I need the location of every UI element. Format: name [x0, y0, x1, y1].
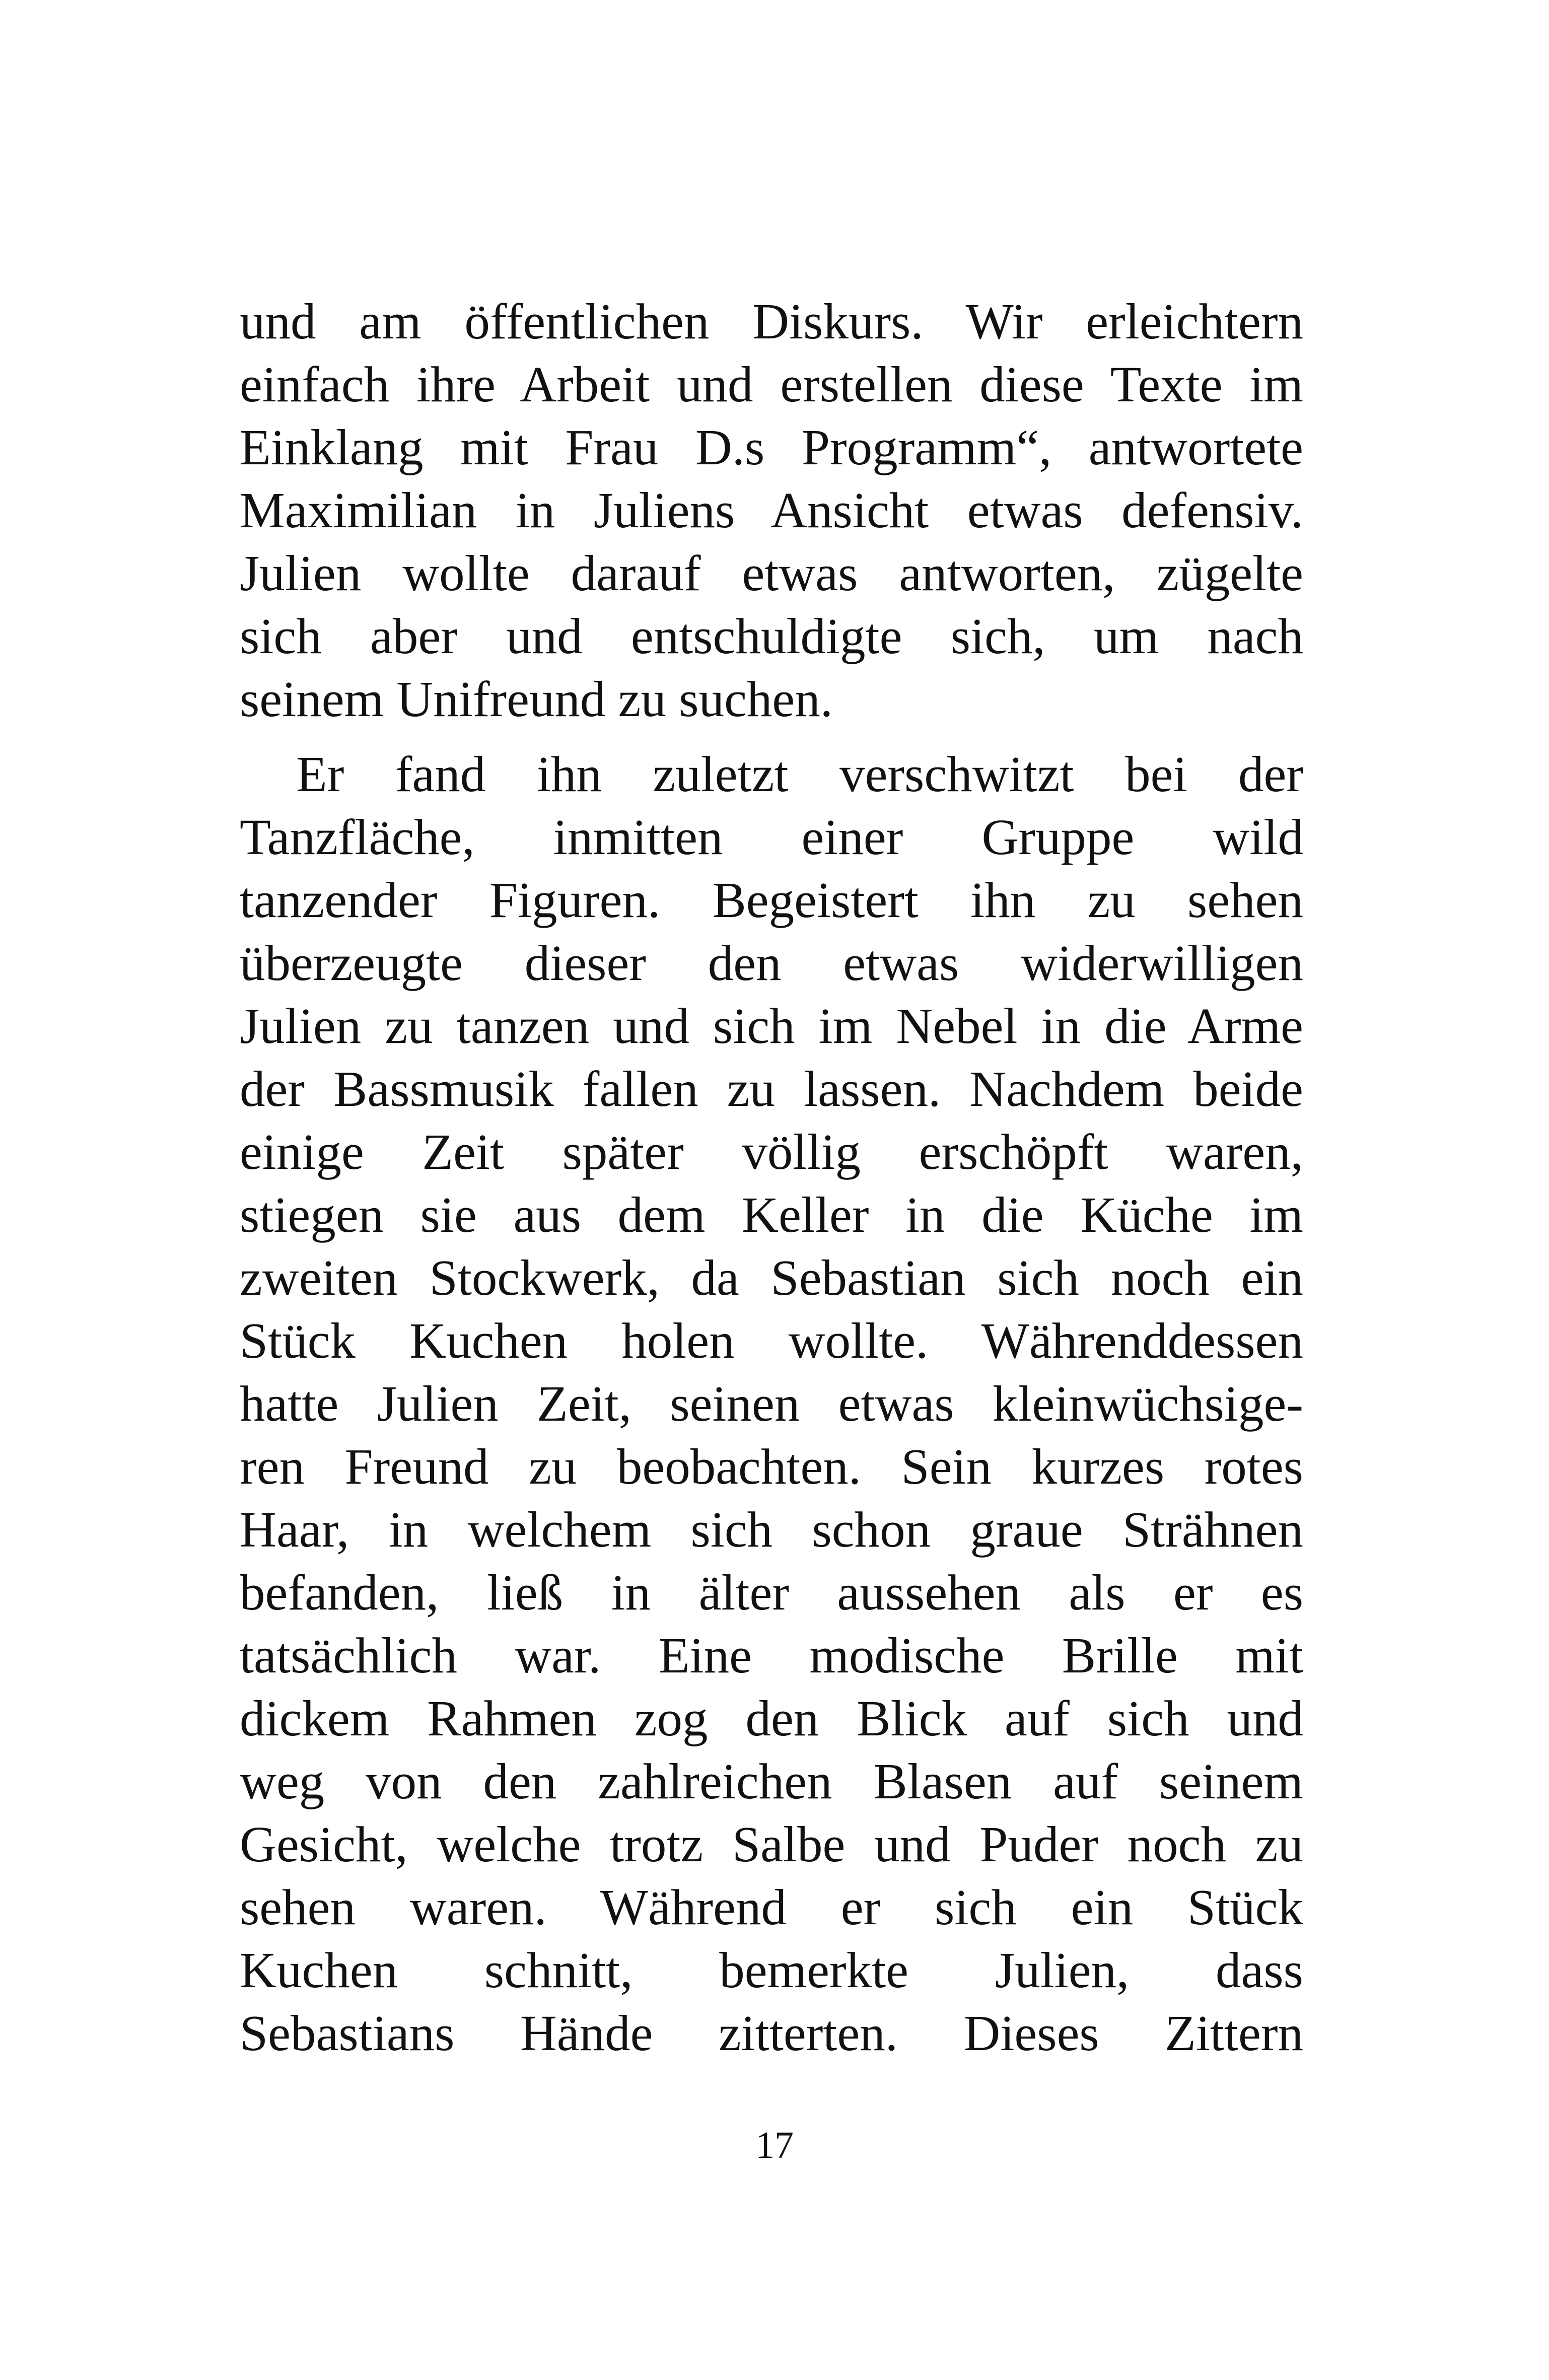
text-line: Julien zu tanzen und sich im Nebel in die Arme [240, 998, 1303, 1054]
text-line: ren Freund zu beobachten. Sein kurzes rotes [240, 1438, 1303, 1495]
text-line: hatte Julien Zeit, seinen etwas kleinwüchsige- [240, 1375, 1303, 1432]
text-line: seinem Unifreund zu suchen. [240, 671, 833, 727]
text-line: Stück Kuchen holen wollte. Währenddessen [240, 1312, 1303, 1369]
text-line: und am öffentlichen Diskurs. Wir erleichtern [240, 293, 1303, 349]
text-line: einige Zeit später völlig erschöpft waren, [240, 1124, 1303, 1180]
text-line: Haar, in welchem sich schon graue Strähnen [240, 1501, 1303, 1558]
text-line: befanden, ließ in älter aussehen als er es [240, 1564, 1303, 1621]
paragraph [240, 290, 1303, 731]
text-line: einfach ihre Arbeit und erstellen diese Texte im [240, 356, 1303, 412]
text-line: Er fand ihn zuletzt verschwitzt bei der [296, 746, 1303, 802]
text-line: stiegen sie aus dem Keller in die Küche im [240, 1186, 1303, 1243]
body-text [240, 290, 1303, 2065]
text-line: weg von den zahlreichen Blasen auf seinem [240, 1753, 1303, 1809]
page-number: 17 [755, 2124, 794, 2166]
text-line: Julien wollte darauf etwas antworten, zügelte [240, 545, 1303, 601]
text-line: zweiten Stockwerk, da Sebastian sich noch ein [240, 1249, 1303, 1306]
text-line: Sebastians Hände zitterten. Dieses Zittern [240, 2005, 1303, 2061]
text-line: überzeugte dieser den etwas widerwilligen [240, 935, 1303, 991]
text-line: Tanzfläche, inmitten einer Gruppe wild [240, 809, 1303, 865]
text-line: dickem Rahmen zog den Blick auf sich und [240, 1690, 1303, 1746]
text-line: Gesicht, welche trotz Salbe und Puder noch zu [240, 1816, 1303, 1872]
text-line: tanzender Figuren. Begeistert ihn zu sehen [240, 872, 1303, 928]
text-line: tatsächlich war. Eine modische Brille mit [240, 1627, 1303, 1684]
text-line: Kuchen schnitt, bemerkte Julien, dass [240, 1942, 1303, 1998]
text-line: Einklang mit Frau D.s Programm“, antwortete [240, 419, 1303, 475]
text-line: Maximilian in Juliens Ansicht etwas defensiv. [240, 482, 1303, 538]
paragraph [240, 743, 1303, 2065]
text-line: der Bassmusik fallen zu lassen. Nachdem beide [240, 1061, 1303, 1117]
text-line: sich aber und entschuldigte sich, um nach [240, 608, 1303, 664]
text-line: sehen waren. Während er sich ein Stück [240, 1879, 1303, 1935]
